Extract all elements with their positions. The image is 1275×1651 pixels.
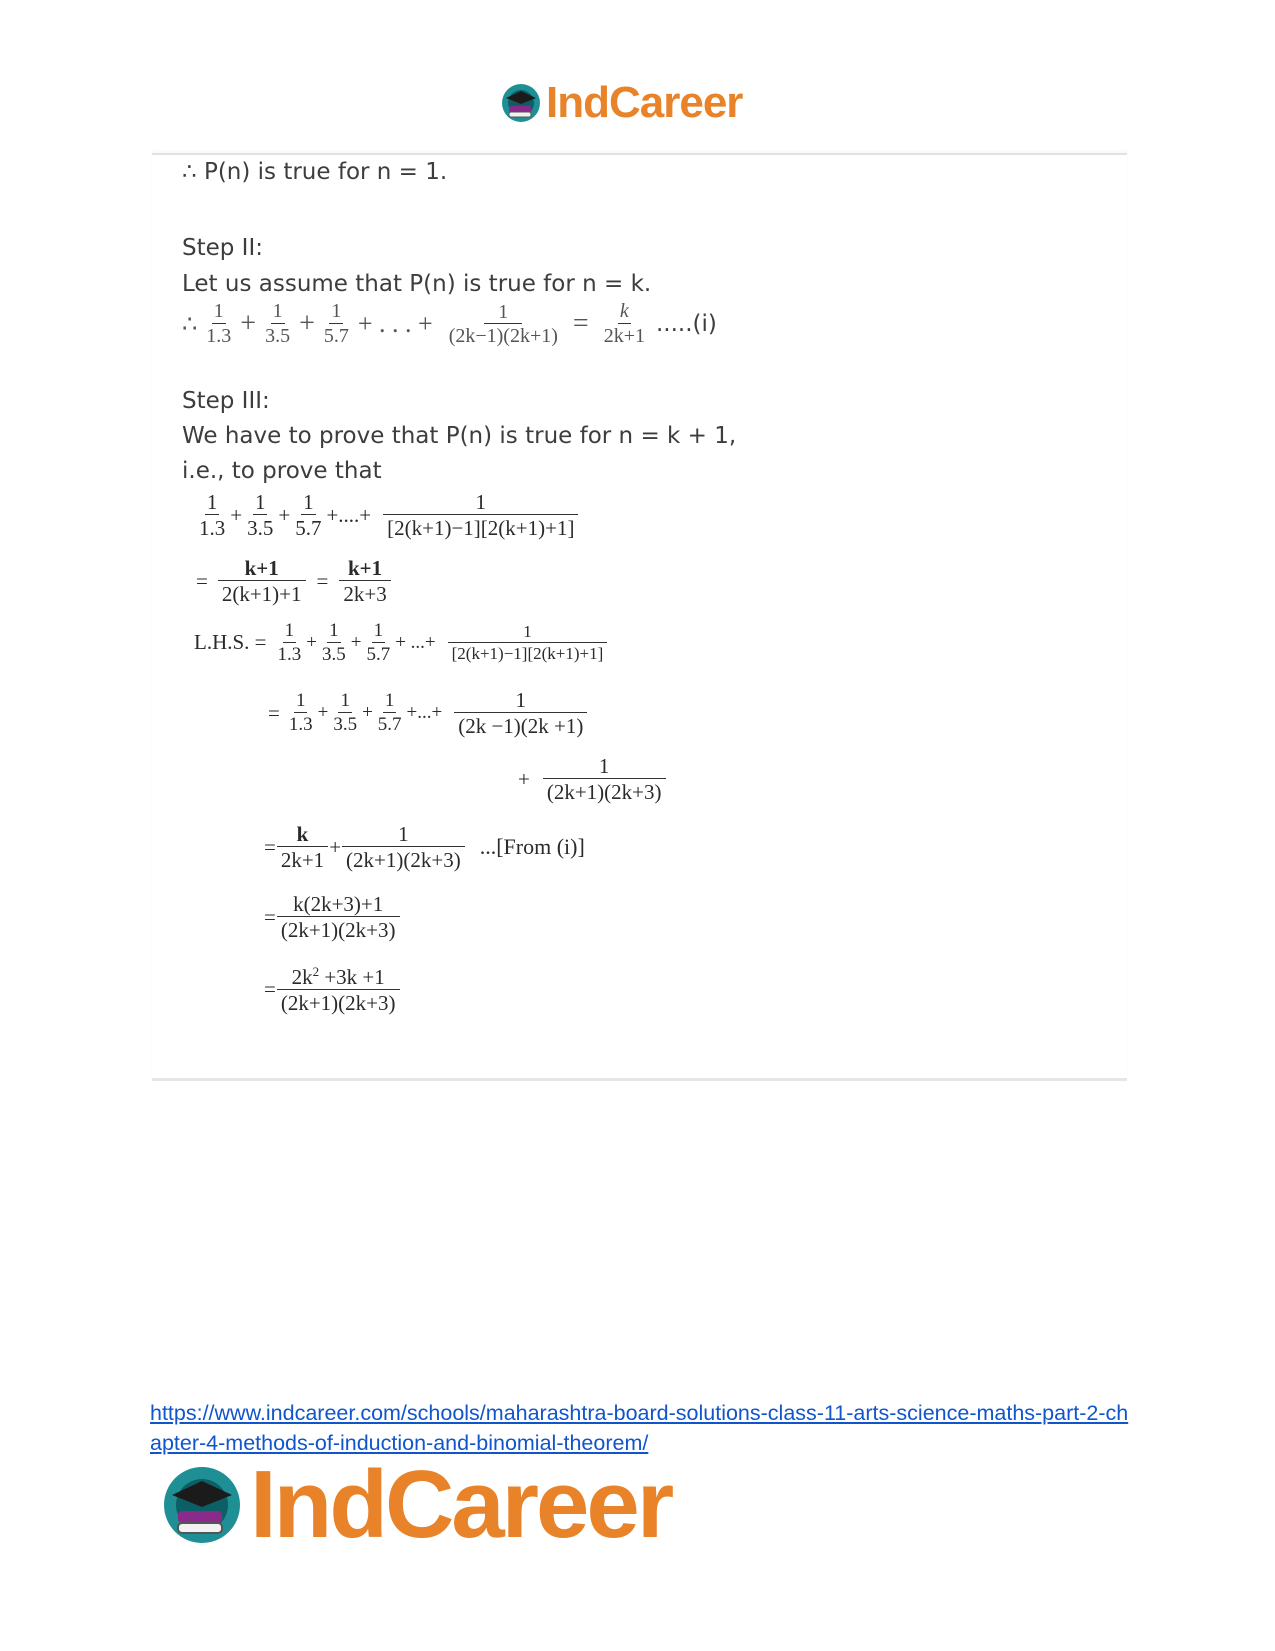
- step3-heading: Step III:: [182, 388, 270, 414]
- equation-step-d: + $\frac{1}{(2k+1)(2k+3)}$: [514, 755, 667, 803]
- footer-logo-text: IndCareer: [250, 1451, 672, 1558]
- graduation-book-icon: [160, 1463, 244, 1547]
- footer-logo: [160, 1451, 672, 1558]
- fraction: $\frac{k}{2k+1}$: [603, 300, 645, 347]
- equation-to-prove: $\frac{1}{1.3}$ + $\frac{1}{3.5}$ + $\frac{1}{5.7}$ +....+ $\frac{1}{[2(k+1)-1][2(k+1)+1]}$: [194, 491, 579, 539]
- from-i-note: ...[From (i)]: [479, 834, 585, 860]
- equation-step-f: = $\frac{k(2k+3)+1}{(2k+1)(2k+3)}$: [264, 893, 401, 941]
- fraction: $\frac{1}{1.3}$: [206, 300, 232, 347]
- step2-heading: Step II:: [182, 235, 263, 261]
- step3-text: We have to prove that P(n) is true for n = k + 1,: [182, 423, 737, 449]
- step2-text: Let us assume that P(n) is true for n = k.: [182, 271, 652, 297]
- equation-step-e: = $\frac{k}{2k+1}$ + $\frac{1}{(2k+1)(2k+3)}$ ...[From (i)]: [264, 822, 585, 873]
- equation-step-c: = $\frac{1}{1.3}$ + $\frac{1}{3.5}$ + $\frac{1}{5.7}$ +...+ $\frac{1}{(2k -1)(2k +1)}$: [264, 689, 588, 737]
- conclusion-line: ∴ P(n) is true for n = 1.: [182, 159, 448, 185]
- equation-lhs: L.H.S. = $\frac{1}{1.3}$ + $\frac{1}{3.5}$ + $\frac{1}{5.7}$ + ...+ $\frac{1}{[2(k+1)-1][2(k+1)+1]}$: [194, 621, 608, 665]
- fraction: $\frac{1}{3.5}$: [265, 300, 291, 347]
- header-logo-text: IndCareer: [546, 78, 743, 127]
- therefore-symbol: ∴: [182, 310, 198, 338]
- equation-label: .....(i): [655, 311, 717, 337]
- content-screenshot: [152, 153, 1127, 1081]
- equation-step-g: = $\frac{2k^2 +3k +1}{(2k+1)(2k+3)}$: [264, 965, 401, 1014]
- graduation-book-icon: [500, 82, 542, 124]
- equation-i: ∴ $\frac{1}{1.3}$ + $\frac{1}{3.5}$ + $\frac{1}{5.7}$ + . . . + $\frac{1}{(2k-1)(2k+1)}$ = $\frac{k}{2k+1}$ .....(i): [182, 300, 717, 347]
- fraction: $\frac{1}{(2k-1)(2k+1)}$: [448, 300, 558, 347]
- equation-rhs: = $\frac{k+1}{2(k+1)+1}$ = $\frac{k+1}{2k+3}$: [192, 557, 392, 605]
- header-logo: [500, 80, 742, 126]
- source-url-link[interactable]: https://www.indcareer.com/schools/maharashtra-board-solutions-class-11-arts-science-maths-part-2-chapter-4-methods-of-induction-and-binomial-theorem/: [150, 1401, 1129, 1455]
- step3-text-2: i.e., to prove that: [182, 458, 382, 484]
- fraction: $\frac{1}{5.7}$: [323, 300, 349, 347]
